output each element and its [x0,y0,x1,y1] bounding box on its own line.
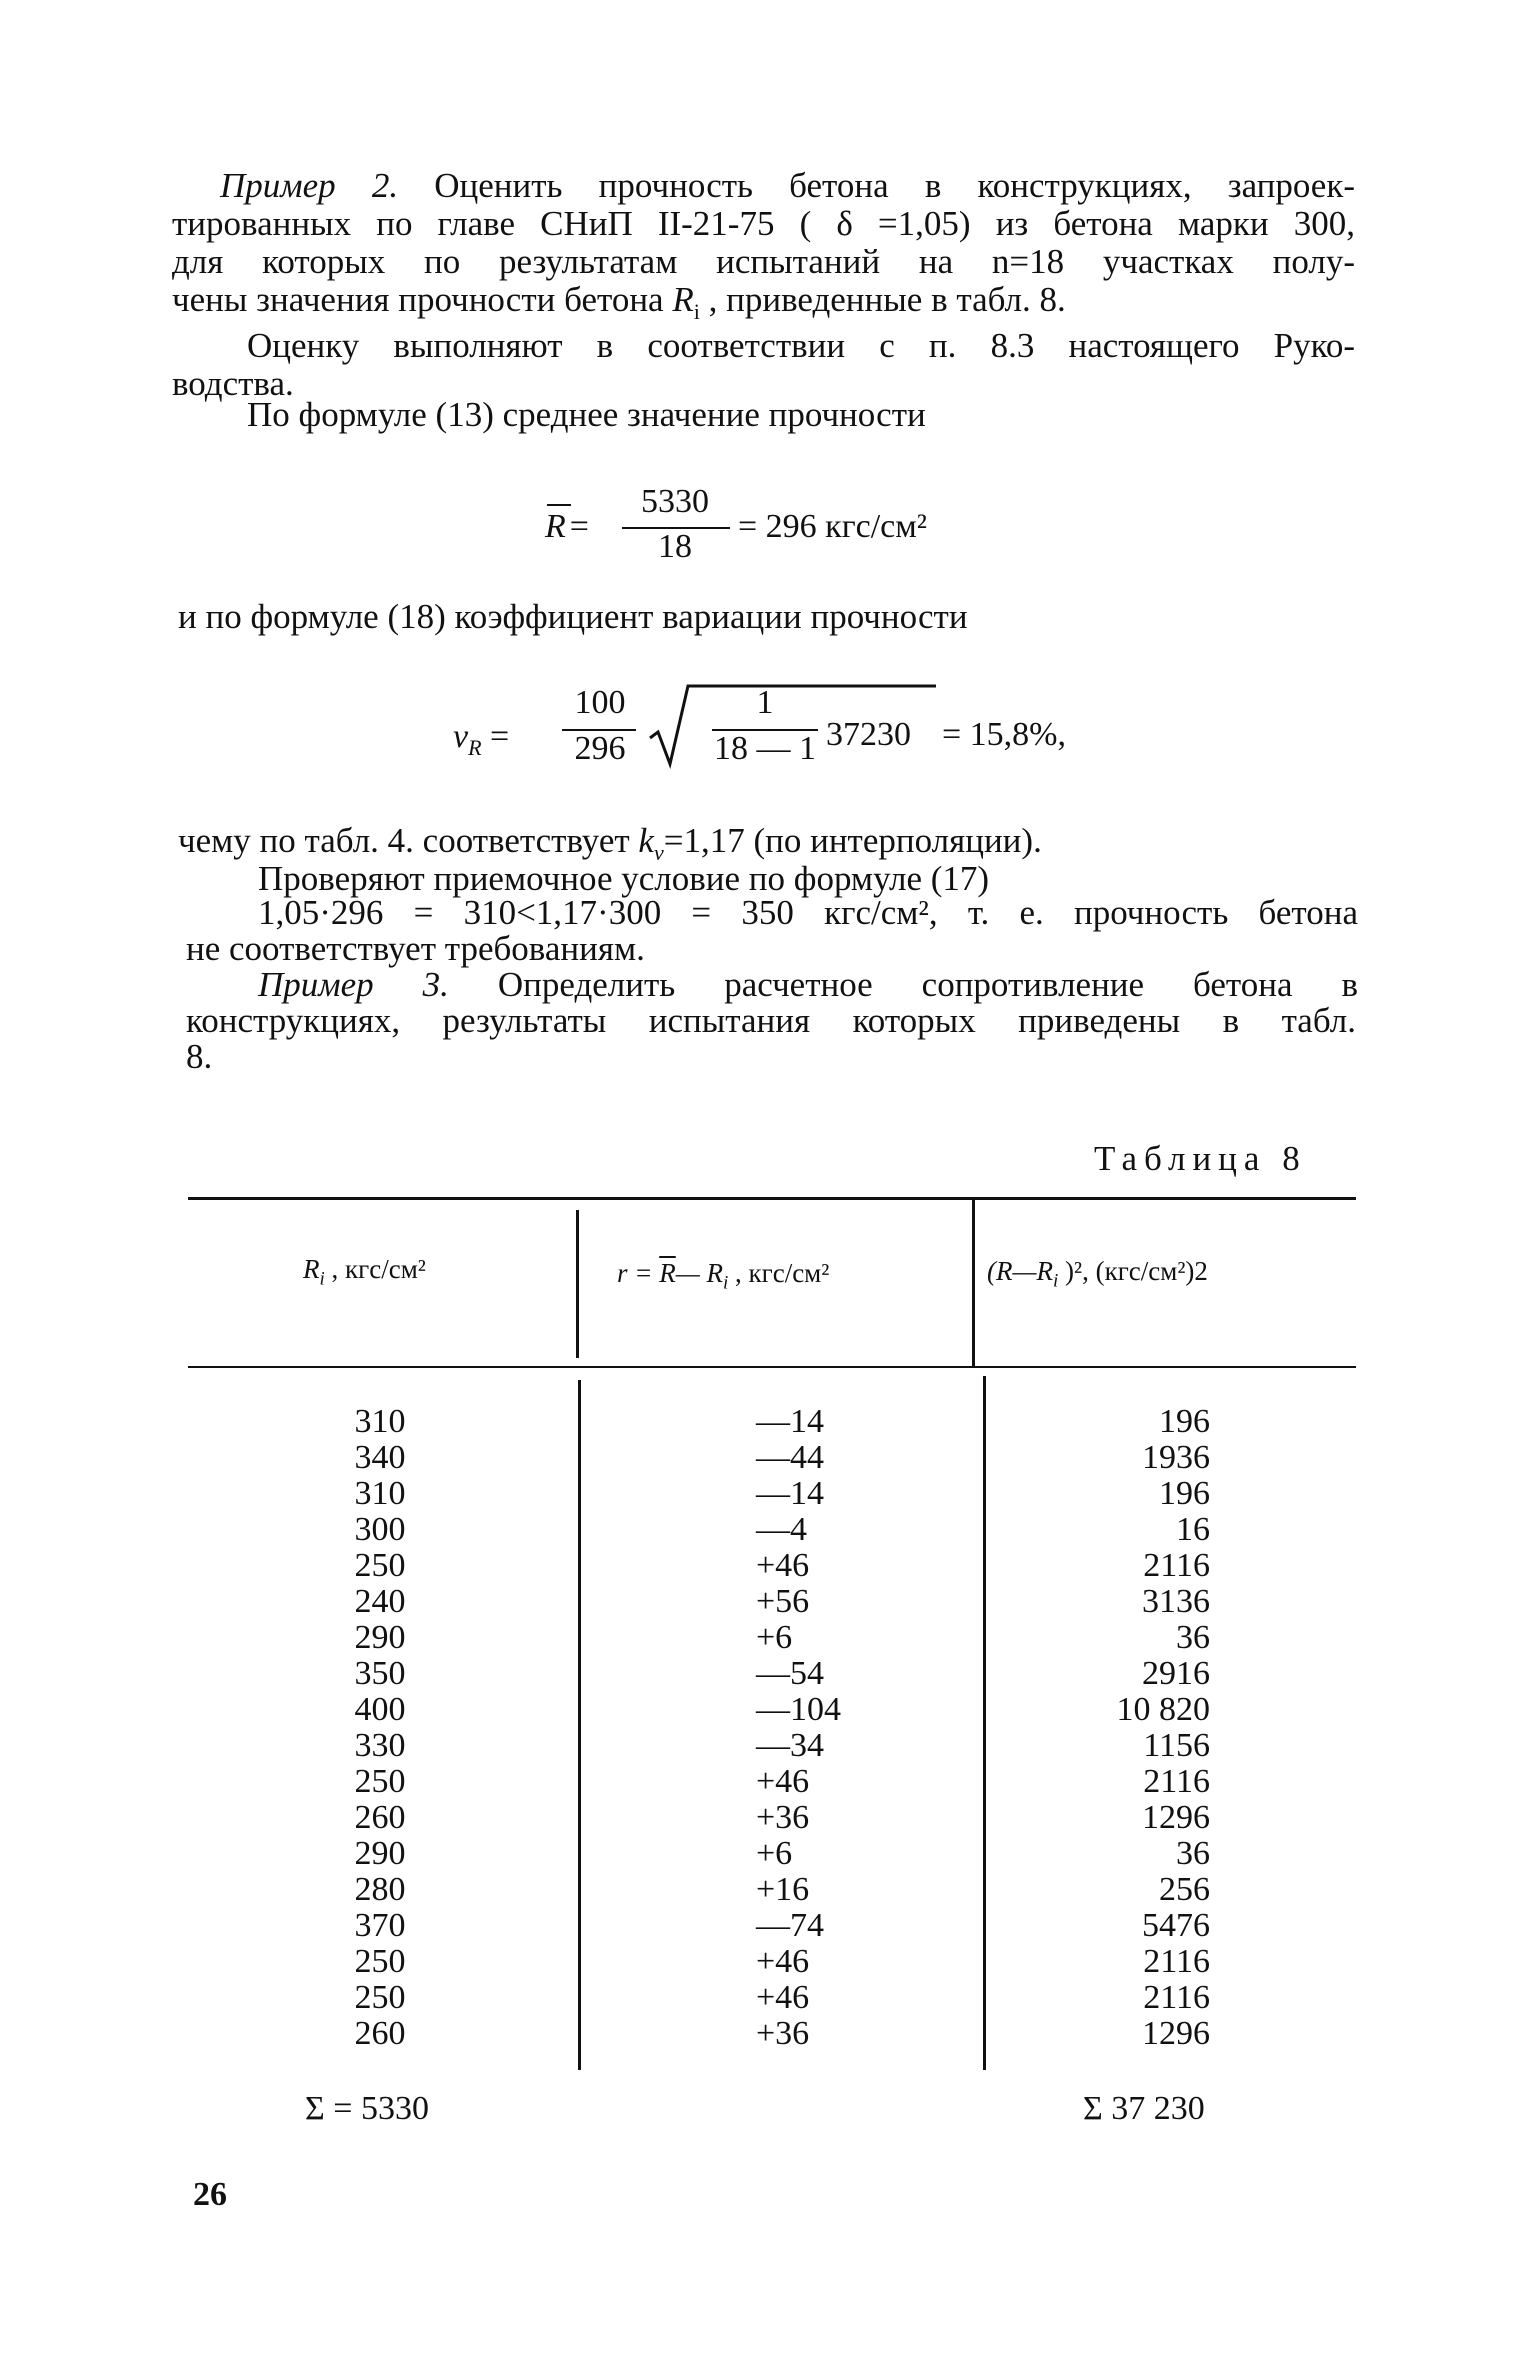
table-cell: 250 [354,1763,406,1800]
table-header-divider-right [972,1200,975,1366]
paragraph-5-line-1: чему по табл. 4. соответствует $k_v=1,17$ (по интерполяции). [178,821,1042,865]
formula1-result: = 296 кгс/см² [738,508,927,545]
table-cell: +6 [756,1835,793,1872]
table-cell: 3136 [1142,1583,1210,1620]
table-cell: 196 [1159,1403,1210,1440]
table-top-rule [188,1197,1356,1200]
table-cell: 310 [354,1475,406,1512]
table-cell: —4 [756,1511,807,1548]
table-col-strength [330,1404,430,2052]
table-cell: 260 [354,2015,406,2052]
table-cell: 260 [354,1799,406,1836]
table-cell: 16 [1176,1511,1210,1548]
paragraph-6-line-1: Пример 3. Определить расчетное сопротивление бетона в [258,965,1359,1004]
table-cell: 400 [354,1691,406,1728]
table-title: Таблица 8 [1094,1139,1307,1178]
formula1-denominator: 18 [658,528,692,565]
table-header-col3: ($R—R_i$ )², (кгс/см²)2 [987,1256,1208,1292]
table-header-divider-left [576,1210,579,1358]
table-cell: 250 [354,1979,406,2016]
table-cell: 196 [1159,1475,1210,1512]
table-col-squared-deviation [1080,1404,1210,2052]
paragraph-2-line-2: водства. [172,364,294,403]
table-sum-strength: Σ = 5330 [305,2090,429,2127]
table-cell: 250 [354,1547,406,1584]
table-cell: 1936 [1142,1439,1210,1476]
paragraph-2-line-1: Оценку выполняют в соответствии с п. 8.3 настоящего Руко- [247,326,1355,365]
table-cell: +56 [756,1583,810,1620]
paragraph-1-line-1: Пример 2. Оценить прочность бетона в конструкциях, запроек- [220,166,1356,205]
table-cell: 2916 [1142,1655,1210,1692]
paragraph-5-line-2: Проверяют приемочное условие по формуле (17) [258,859,990,898]
table-cell: 250 [354,1943,406,1980]
table-col-deviation [756,1404,876,2052]
table-cell: 2116 [1143,1547,1210,1584]
table-sum-squared-deviation: Σ 37 230 [1083,2090,1205,2127]
table-cell: +46 [756,1979,810,2016]
table-header-rule [188,1366,1356,1368]
table-cell: 1296 [1142,2015,1210,2052]
example-3-label: Пример 3. [258,965,449,1004]
formula2-result: = 15,8%, [942,716,1066,753]
page-number: 26 [193,2176,227,2213]
paragraph-4: и по формуле (18) коэффициент вариации прочности [178,597,968,636]
formula2-numerator: 100 [574,684,626,721]
table-cell: 256 [1159,1871,1210,1908]
table-cell: 1156 [1143,1727,1210,1764]
table-cell: +46 [756,1547,810,1584]
table-cell: 2116 [1143,1943,1210,1980]
table-cell: +6 [756,1619,793,1656]
table-cell: 280 [354,1871,406,1908]
formula2-lhs: $v_R$ = [453,718,510,760]
table-cell: 2116 [1143,1979,1210,2016]
table-cell: 290 [354,1835,406,1872]
table-header-col1: $R_i$ , кгс/см² [303,1254,426,1290]
table-header-col2: $r = \overline{R}—$ $R_i$ , кгс/см² [617,1258,830,1294]
overline [547,504,571,506]
formula1-numerator: 5330 [641,483,709,520]
formula2-inner-denominator: 18 — 1 [714,730,816,767]
table-cell: 1296 [1142,1799,1210,1836]
table-cell: 350 [354,1655,406,1692]
formula2-inner-numerator: 1 [756,684,774,721]
table-cell: —14 [756,1403,824,1440]
table-cell: +46 [756,1763,810,1800]
table-cell: 300 [354,1511,406,1548]
table-cell: —74 [756,1907,824,1944]
table-cell: 10 820 [1116,1691,1210,1728]
table-cell: —44 [756,1439,824,1476]
paragraph-1-line-4: чены значения прочности бетона $R_i$ , приведенные в табл. 8. [172,280,1066,324]
paragraph-1-line-2: тированных по главе СНиП II-21-75 ( δ =1,05) из бетона марки 300, [172,204,1355,243]
paragraph-1-line-3: для которых по результатам испытаний на n=18 участках полу- [172,242,1355,281]
table-cell: —54 [756,1655,824,1692]
table-cell: 290 [354,1619,406,1656]
paragraph-5-line-3: 1,05·296 = 310<1,17·300 = 350 кгс/см², т. е. прочность бетона [258,893,1358,932]
table-cell: 330 [354,1727,406,1764]
paragraph-6-line-3: 8. [186,1037,213,1076]
table-cell: —34 [756,1727,824,1764]
table-cell: —14 [756,1475,824,1512]
example-2-label: Пример 2. [220,166,399,205]
formula1-lhs: R = [545,508,589,546]
table-cell: 36 [1176,1619,1210,1656]
paragraph-5-line-4: не соответствует требованиям. [186,929,645,968]
table-body-divider-right [983,1376,986,2070]
formula2-inner-value: 37230 [826,716,911,753]
table-cell: +36 [756,1799,810,1836]
paragraph-6-line-2: конструкциях, результаты испытания которых приведены в табл. [186,1001,1356,1040]
table-body-divider-left [578,1380,581,2070]
table-cell: 370 [354,1907,406,1944]
table-cell: 36 [1176,1835,1210,1872]
table-cell: 310 [354,1403,406,1440]
table-cell: +16 [756,1871,810,1908]
table-cell: 5476 [1142,1907,1210,1944]
table-cell: 2116 [1143,1763,1210,1800]
formula2-denominator: 296 [574,730,626,767]
table-cell: 240 [354,1583,406,1620]
table-cell: —104 [756,1691,841,1728]
table-cell: +46 [756,1943,810,1980]
paragraph-3: По формуле (13) среднее значение прочности [247,395,926,434]
table-cell: +36 [756,2015,810,2052]
table-cell: 340 [354,1439,406,1476]
